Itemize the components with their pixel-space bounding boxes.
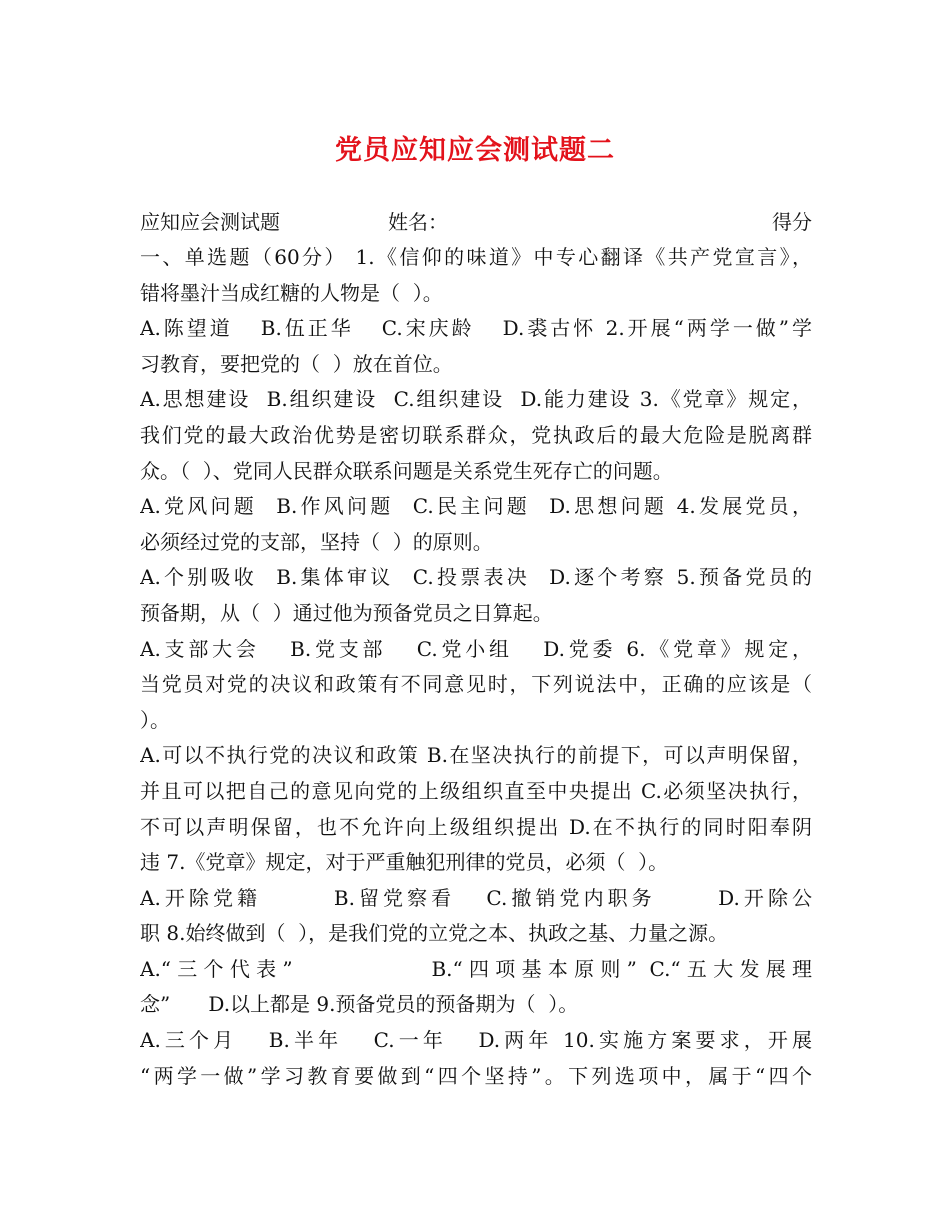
- question-body: [140, 240, 812, 1094]
- text-line: A.三个月 B.半年 C.一年 D.两年 10.实施方案要求，开展: [140, 1028, 812, 1053]
- text-line: A.党风问题 B.作风问题 C.民主问题 D.思想问题 4.发展党员，: [140, 494, 812, 519]
- test-header: [140, 206, 812, 236]
- text-line: A.陈望道 B.伍正华 C.宋庆龄 D.裘古怀 2.开展“两学一做”学: [140, 316, 812, 341]
- text-line: 违 7.《党章》规定，对于严重触犯刑律的党员，必须（ ）。: [140, 850, 669, 875]
- text-line: 必须经过党的支部，坚持（ ）的原则。: [140, 529, 493, 554]
- text-line: 错将墨汁当成红糖的人物是（ ）。: [140, 280, 443, 305]
- text-line: 当党员对党的决议和政策有不同意见时，下列说法中，正确的应该是（: [140, 672, 812, 697]
- test-name-label: 应知应会测试题: [140, 210, 280, 234]
- text-line: 预备期，从（ ）通过他为预备党员之日算起。: [140, 600, 553, 625]
- text-line: A.支部大会 B.党支部 C.党小组 D.党委 6.《党章》规定，: [140, 636, 812, 661]
- text-line: 习教育，要把党的（ ）放在首位。: [140, 351, 453, 376]
- text-line: A.开除党籍 B.留党察看 C.撤销党内职务 D.开除公: [140, 885, 812, 910]
- text-line: 并且可以把自己的意见向党的上级组织直至中央提出 C.必须坚决执行，: [140, 778, 812, 803]
- text-line: 我们党的最大政治优势是密切联系群众，党执政后的最大危险是脱离群: [140, 422, 812, 447]
- text-line: 众。（ ）、党同人民群众联系问题是关系党生死存亡的问题。: [140, 458, 673, 483]
- text-line: 职 8.始终做到（ ），是我们党的立党之本、执政之基、力量之源。: [140, 921, 729, 946]
- page-title: 党员应知应会测试题二: [335, 135, 615, 166]
- text-line: ）。: [140, 707, 170, 732]
- text-line: A.可以不执行党的决议和政策 B.在坚决执行的前提下，可以声明保留，: [140, 743, 812, 768]
- text-line: A.“三个代表” B.“四项基本原则” C.“五大发展理: [140, 956, 812, 981]
- text-line: 念” D.以上都是 9.预备党员的预备期为（ ）。: [140, 992, 579, 1017]
- text-line: A.思想建设 B.组织建设 C.组织建设 D.能力建设 3.《党章》规定，: [140, 387, 812, 412]
- score-label: 得分: [772, 210, 812, 234]
- name-label: 姓名：: [388, 210, 448, 234]
- text-line: A.个别吸收 B.集体审议 C.投票表决 D.逐个考察 5.预备党员的: [140, 565, 812, 590]
- text-line: 一、单选题（60分） 1.《信仰的味道》中专心翻译《共产党宣言》，: [140, 245, 812, 269]
- text-line: “两学一做”学习教育要做到“四个坚持”。下列选项中，属于“四个: [140, 1063, 812, 1088]
- text-line: 不可以声明保留，也不允许向上级组织提出 D.在不执行的同时阳奉阴: [140, 814, 812, 839]
